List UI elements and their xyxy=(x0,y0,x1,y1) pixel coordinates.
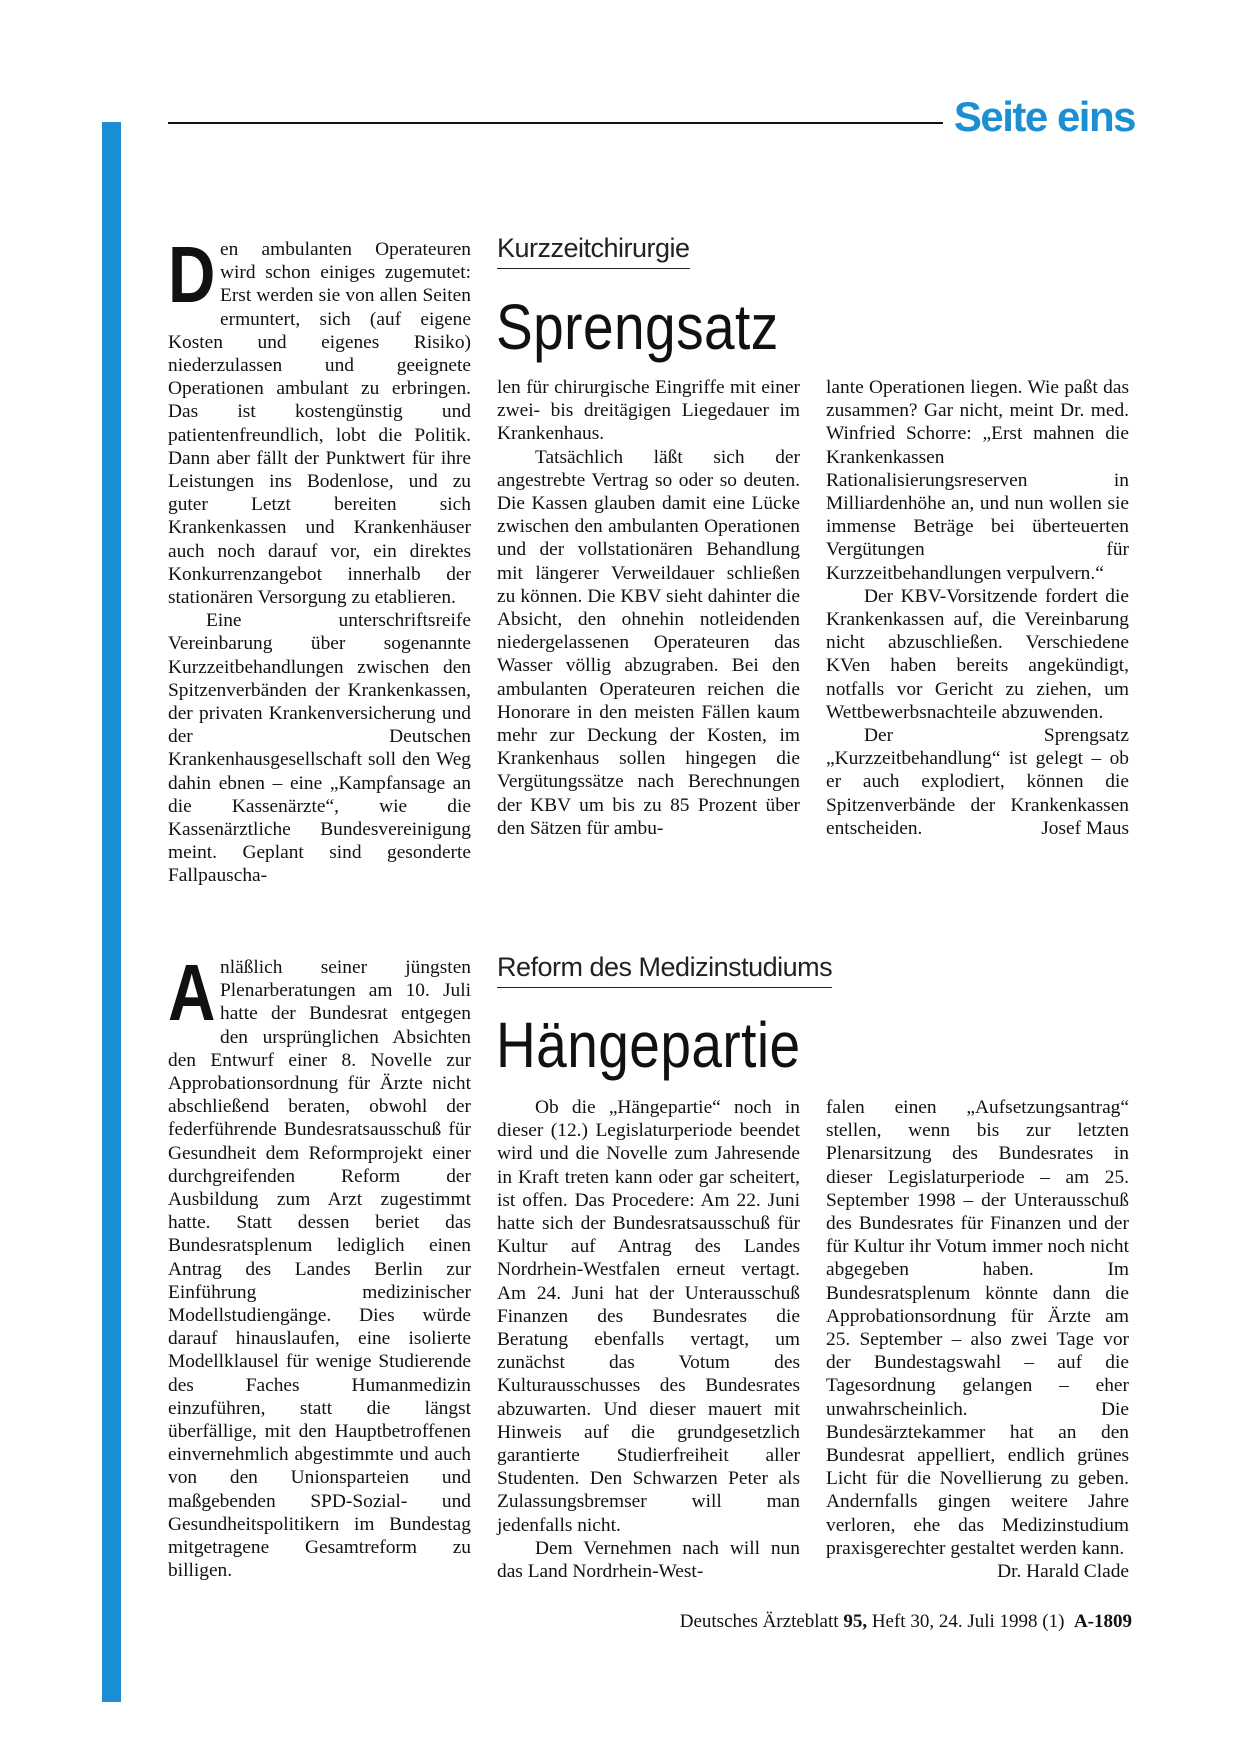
article2-dropcap: A xyxy=(168,948,216,1037)
footer-journal: Deutsches Ärzteblatt xyxy=(679,1611,839,1632)
article1-col1-para1: en ambulanten Operateuren wird schon einiges zugemutet: Erst werden sie von allen Seiten ermuntert, sich (auf eigene Kosten und eigenes Risiko) niederzulassen und geeignete Operationen ambulant zu erbringen. Das ist kostengünstig und patientenfreundlich, lobt die Politik. Dann aber fällt der Punktwert für ihre Leistungen ins Bodenlose, und zu guter Letzt bereiten sich Krankenkassen und Krankenhäuser auch noch darauf vor, ein direktes Konkurrenzangebot innerhalb der stationären Versorgung zu etablieren. xyxy=(168,239,471,609)
page-footer xyxy=(680,1611,1132,1633)
article2-col3-para1 xyxy=(826,1096,1129,1583)
article2-col1-para1: nläßlich seiner jüngsten Plenarberatungen am 10. Juli hatte der Bundesrat entgegen den ursprünglichen Absichten den Entwurf einer 8. Novelle zur Approbationsordnung für Ärzte nicht abschließend beraten, obwohl der federführende Bundesratsausschuß für Gesundheit dem Reformprojekt einer durchgreifenden Reform der Ausbildung zum Arzt zugestimmt hatte. Statt dessen beriet das Bundesratsplenum lediglich einen Antrag des Landes Berlin zur Einführung medizinischer Modellstudiengänge. Dies würde darauf hinauslaufen, eine isolierte Modellklausel für wenige Studierende des Faches Humanmedizin einzuführen, statt die längst überfällige, mit den Hauptbetroffenen einvernehmlich abgestimmte und auch von den Unionsparteien und maßgebenden SPD-Sozial- und Gesundheitspolitikern im Bundestag mitgetragene Gesamtreform zu billigen. xyxy=(168,957,471,1582)
article1-col3-para3 xyxy=(826,724,1129,840)
article1-headline: Sprengsatz xyxy=(496,291,779,363)
article1-col2-para1: len für chirurgische Eingriffe mit einer zwei- bis dreitägigen Liegedauer im Krankenhaus. xyxy=(497,377,800,445)
footer-issue: Heft 30, 24. Juli 1998 (1) xyxy=(871,1611,1065,1632)
article1-col1-para2: Eine unterschriftsreife Vereinbarung über sogenannte Kurzzeitbehandlungen zwischen den Spitzenverbänden der Krankenkassen, der privaten Krankenversicherung und der Deutschen Krankenhausgesellschaft soll den Weg dahin ebnen – eine „Kampfansage an die Kassenärzte“, wie die Kassenärztliche Bundesvereinigung meint. Geplant sind gesonderte Fallpauscha- xyxy=(168,610,471,887)
article1-column-2 xyxy=(497,376,800,840)
article2-kicker: Reform des Medizinstudiums xyxy=(497,952,832,988)
article1-col2-para2: Tatsächlich läßt sich der angestrebte Vertrag so oder so deuten. Die Kassen glauben damit eine Lücke zwischen den ambulanten Operationen und der vollstationären Behandlung mit längerer Verweildauer schließen zu können. Die KBV sieht dahinter die Absicht, den ohnehin notleidenden niedergelassenen Operateuren das Wasser völlig abzugraben. Bei den ambulanten Operateuren reichen die Honorare in den meisten Fällen kaum mehr zur Deckung der Kosten, im Krankenhaus sollen hingegen die Vergütungssätze nach Berechnungen der KBV um bis zu 85 Prozent über den Sätzen für ambu- xyxy=(497,446,800,839)
footer-volume: 95, xyxy=(843,1611,868,1632)
article1-kicker: Kurzzeitchirurgie xyxy=(497,233,690,269)
article1-column-3 xyxy=(826,376,1129,840)
article1-col3-para3-text: Der Sprengsatz „Kurzzeitbehandlung“ ist gelegt – ob er auch explodiert, können die Spitzenverbände der Krankenkassen entscheiden. xyxy=(826,725,1129,839)
article2-headline: Hängepartie xyxy=(496,1009,801,1081)
article1-column-1 xyxy=(168,230,471,888)
side-accent-bar xyxy=(102,122,121,1702)
article2-col2-para2: Dem Vernehmen nach will nun das Land Nordrhein-West- xyxy=(497,1537,800,1583)
article2-col2-para1: Ob die „Hängepartie“ noch in dieser (12.) Legislaturperiode beendet wird und die Novelle zum Jahresende in Kraft treten kann oder gar scheitert, ist offen. Das Procedere: Am 22. Juni hatte sich der Bundesratsausschuß für Kultur auf Antrag des Landes Nordrhein-Westfalen erneut vertagt. Am 24. Juni hat der Unterausschuß Finanzen des Bundesrates die Beratung ebenfalls vertagt, um zunächst das Votum des Kulturausschusses des Bundesrates abzuwarten. Und dieser mauert mit Hinweis auf die grundgesetzlich garantierte Studierfreiheit aller Studenten. Den Schwarzen Peter als Zulassungsbremser will man jedenfalls nicht. xyxy=(497,1097,800,1536)
article1-col3-para1: lante Operationen liegen. Wie paßt das zusammen? Gar nicht, meint Dr. med. Winfried Schorre: „Erst mahnen die Krankenkassen Rationalisierungsreserven in Milliardenhöhe an, und nun wollen sie immense Beträge bei überteuerten Vergütungen für Kurzzeitbehandlungen verpulvern.“ xyxy=(826,377,1129,584)
article2-author: Dr. Harald Clade xyxy=(997,1561,1129,1583)
header-rule xyxy=(168,122,943,124)
footer-page-number: A-1809 xyxy=(1073,1611,1132,1632)
article2-column-2 xyxy=(497,1096,800,1583)
article2-column-3 xyxy=(826,1096,1129,1583)
article2-column-1 xyxy=(168,948,471,1582)
article1-dropcap: D xyxy=(168,230,216,319)
article2-col3-para1-text: falen einen „Aufsetzungsantrag“ stellen, wenn bis zur letzten Plenarsitzung des Bundesrates in dieser Legislaturperiode – am 25. September 1998 – der Unterausschuß des Bundesrates für Finanzen und der für Kultur ihr Votum immer noch nicht abgegeben haben. Im Bundesratsplenum könnte dann die Approbationsordnung für Ärzte am 25. September – also zwei Tage vor der Bundestagswahl – auf die Tagesordnung gelangen – eher unwahrscheinlich. Die Bundesärztekammer hat an den Bundesrat appelliert, endlich grünes Licht für die Novellierung zu geben. Andernfalls gingen weitere Jahre verloren, ehe das Medizinstudium praxisgerechter gestaltet werden kann. xyxy=(826,1097,1129,1559)
article1-col3-para2: Der KBV-Vorsitzende fordert die Krankenkassen auf, die Vereinbarung nicht abzuschließen. Verschiedene KVen haben bereits angekündigt, notfalls vor Gericht zu ziehen, um Wettbewerbsnachteile abzuwenden. xyxy=(826,585,1129,723)
section-title: Seite eins xyxy=(953,93,1135,140)
article1-author: Josef Maus xyxy=(1041,817,1129,839)
